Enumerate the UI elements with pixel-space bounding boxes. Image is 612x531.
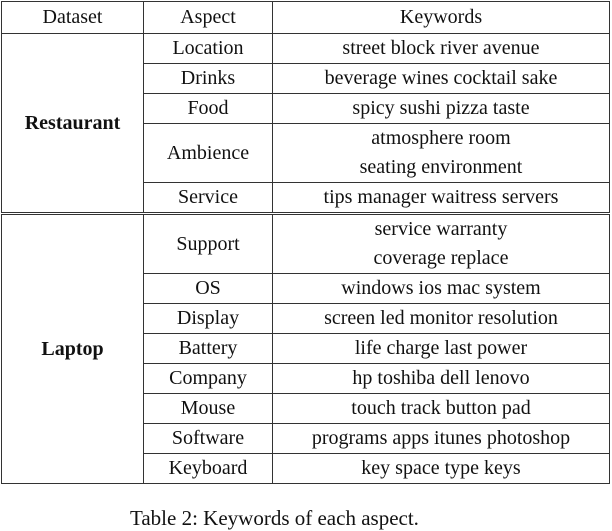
header-row xyxy=(2,2,610,34)
keywords-cell xyxy=(273,304,610,334)
keywords-line: spicy sushi pizza taste xyxy=(352,97,530,119)
keywords-cell xyxy=(273,454,610,484)
table-row xyxy=(2,214,610,274)
keywords-cell xyxy=(273,94,610,124)
keywords-cell xyxy=(273,214,610,274)
header-aspect: Aspect xyxy=(144,2,273,34)
keywords-cell xyxy=(273,274,610,304)
aspect-cell: OS xyxy=(144,274,273,304)
header-keywords: Keywords xyxy=(273,2,610,34)
keywords-cell xyxy=(273,64,610,94)
aspect-cell: Support xyxy=(144,214,273,274)
header-dataset: Dataset xyxy=(2,2,144,34)
keywords-cell xyxy=(273,183,610,214)
keywords-cell xyxy=(273,364,610,394)
aspect-cell: Drinks xyxy=(144,64,273,94)
keywords-line: coverage replace xyxy=(373,247,509,269)
dataset-cell: Laptop xyxy=(2,214,144,484)
keywords-cell xyxy=(273,124,610,183)
keywords-line: key space type keys xyxy=(361,457,521,479)
aspect-cell: Keyboard xyxy=(144,454,273,484)
aspect-cell: Display xyxy=(144,304,273,334)
keywords-line: screen led monitor resolution xyxy=(324,307,558,329)
keywords-table xyxy=(1,1,610,484)
keywords-line: atmosphere room xyxy=(371,127,511,149)
keywords-line: windows ios mac system xyxy=(341,277,541,299)
table-caption: Table 2: Keywords of each aspect. xyxy=(130,506,419,530)
aspect-cell: Battery xyxy=(144,334,273,364)
aspect-cell: Software xyxy=(144,424,273,454)
aspect-cell: Ambience xyxy=(144,124,273,183)
aspect-cell: Food xyxy=(144,94,273,124)
keywords-line: street block river avenue xyxy=(342,37,540,59)
keywords-line: tips manager waitress servers xyxy=(323,186,559,208)
keywords-line: beverage wines cocktail sake xyxy=(324,67,558,89)
keywords-cell xyxy=(273,334,610,364)
aspect-cell: Company xyxy=(144,364,273,394)
keywords-line: hp toshiba dell lenovo xyxy=(352,367,530,389)
keywords-line: life charge last power xyxy=(354,337,528,359)
aspect-cell: Mouse xyxy=(144,394,273,424)
table-row xyxy=(2,34,610,64)
keywords-line: service warranty xyxy=(374,218,508,240)
dataset-cell: Restaurant xyxy=(2,34,144,214)
keywords-line: programs apps itunes photoshop xyxy=(311,427,571,449)
aspect-cell: Service xyxy=(144,183,273,214)
keywords-line: touch track button pad xyxy=(351,397,531,419)
keywords-line: seating environment xyxy=(359,156,523,178)
keywords-cell xyxy=(273,394,610,424)
keywords-cell xyxy=(273,34,610,64)
keywords-cell xyxy=(273,424,610,454)
aspect-cell: Location xyxy=(144,34,273,64)
